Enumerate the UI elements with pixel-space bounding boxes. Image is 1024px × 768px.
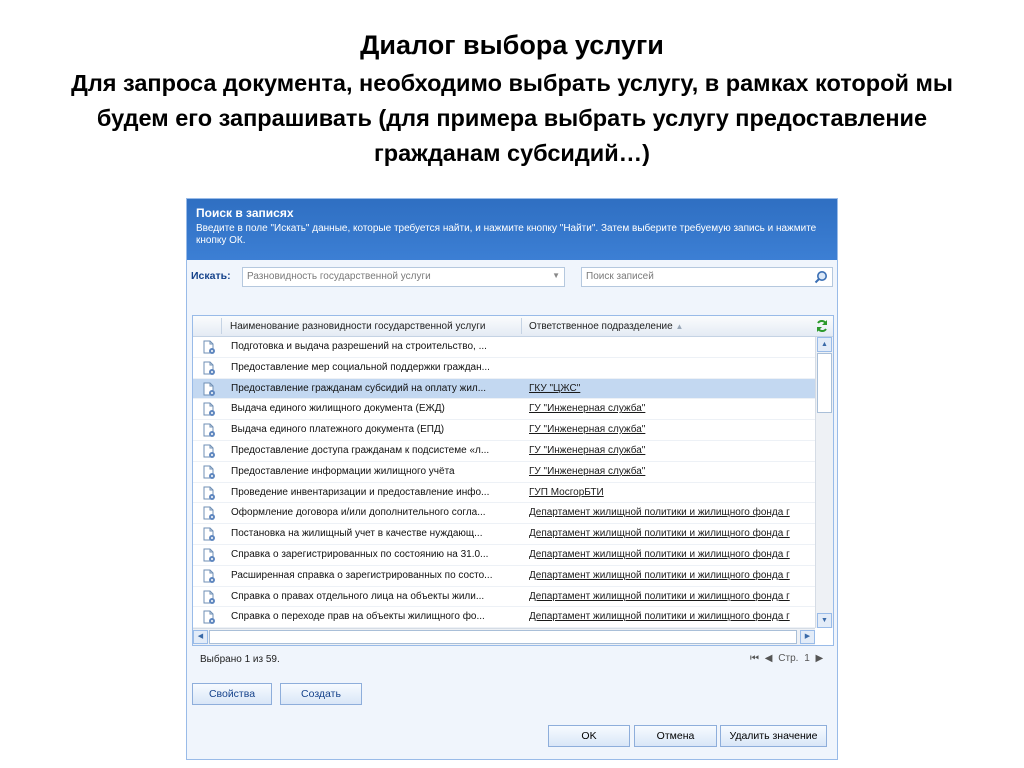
document-icon [202, 423, 216, 438]
service-name-cell: Выдача единого жилищного документа (ЕЖД) [231, 403, 445, 415]
department-link[interactable]: Департамент жилищной политики и жилищного фонда г [529, 590, 790, 602]
table-row[interactable] [193, 483, 815, 504]
scroll-left-icon[interactable]: ◀ [193, 630, 208, 644]
service-name-cell: Предоставление гражданам субсидий на оплату жил... [231, 382, 487, 394]
service-name-cell: Справка о зарегистрированных по состоянию на 31.0... [231, 548, 489, 560]
scroll-thumb[interactable] [817, 353, 832, 413]
page-label: Стр. [778, 653, 799, 664]
service-name-cell: Выдача единого платежного документа (ЕПД) [231, 424, 445, 436]
department-link[interactable]: Департамент жилищной политики и жилищного фонда г [529, 507, 790, 519]
scroll-right-icon[interactable]: ▶ [800, 630, 815, 644]
search-row [187, 267, 837, 289]
service-name-cell: Предоставление доступа гражданам к подсистеме «л... [231, 444, 490, 456]
column-divider [221, 318, 222, 334]
scroll-down-icon[interactable]: ▼ [817, 613, 832, 628]
service-name-cell: Проведение инвентаризации и предоставление инфо... [231, 486, 490, 498]
document-icon [202, 465, 216, 480]
document-icon [202, 590, 216, 605]
entity-select-value: Разновидность государственной услуги [247, 271, 431, 282]
column-header-dept[interactable] [529, 321, 683, 332]
first-page-icon[interactable]: ⏮ [750, 653, 759, 664]
document-icon [202, 569, 216, 584]
table-row[interactable] [193, 462, 815, 483]
table-row[interactable] [193, 441, 815, 462]
service-name-cell: Расширенная справка о зарегистрированных по состо... [231, 569, 493, 581]
chevron-down-icon[interactable]: ▼ [552, 271, 560, 280]
document-icon [202, 610, 216, 625]
dialog-description: Введите в поле "Искать" данные, которые требуется найти, и нажмите кнопку "Найти". Затем выберите требуемую запись и нажмите кнопку ОК. [196, 223, 817, 246]
service-name-cell: Предоставление мер социальной поддержки граждан... [231, 361, 490, 373]
document-icon [202, 486, 216, 501]
document-icon [202, 361, 216, 376]
records-grid [192, 315, 834, 646]
lookup-dialog [186, 198, 838, 760]
clear-value-button[interactable]: Удалить значение [720, 725, 827, 747]
table-row[interactable] [193, 420, 815, 441]
department-link[interactable]: ГУ "Инженерная служба" [529, 403, 646, 415]
table-row[interactable] [193, 524, 815, 545]
document-icon [202, 527, 216, 542]
selection-status: Выбрано 1 из 59. [200, 654, 280, 665]
service-name-cell: Оформление договора и/или дополнительного согла... [231, 507, 486, 519]
pager [747, 653, 823, 664]
grid-body [193, 337, 815, 628]
department-link[interactable]: ГУ "Инженерная служба" [529, 444, 646, 456]
entity-select[interactable] [242, 267, 565, 287]
create-button[interactable]: Создать [280, 683, 362, 705]
service-name-cell: Справка о переходе прав на объекты жилищного фо... [231, 611, 485, 623]
department-link[interactable]: ГУП МосгорБТИ [529, 486, 604, 498]
table-row[interactable] [193, 503, 815, 524]
slide-subtitle: Для запроса документа, необходимо выбрать услугу, в рамках которой мы будем его запрашивать (для примера выбрать услугу предоставление гражданам субсидий…) [71, 70, 953, 166]
grid-header [193, 316, 833, 337]
table-row[interactable] [193, 545, 815, 566]
properties-button[interactable]: Свойства [192, 683, 272, 705]
horizontal-scrollbar[interactable] [193, 628, 815, 645]
service-name-cell: Предоставление информации жилищного учёта [231, 465, 455, 477]
vertical-scrollbar[interactable] [815, 337, 833, 628]
department-link[interactable]: ГУ "Инженерная служба" [529, 424, 646, 436]
slide-title: Диалог выбора услуги [360, 30, 664, 60]
column-header-dept-label: Ответственное подразделение [529, 321, 673, 332]
search-icon[interactable] [813, 269, 829, 285]
department-link[interactable]: Департамент жилищной политики и жилищного фонда г [529, 548, 790, 560]
table-row[interactable] [193, 358, 815, 379]
service-name-cell: Справка о правах отдельного лица на объекты жили... [231, 590, 485, 602]
dialog-header [187, 199, 837, 260]
table-row[interactable] [193, 379, 815, 400]
column-header-name[interactable]: Наименование разновидности государственной услуги [230, 321, 486, 332]
cancel-button[interactable]: Отмена [634, 725, 717, 747]
sort-ascending-icon: ▲ [675, 322, 684, 331]
service-name-cell: Подготовка и выдача разрешений на строительство, ... [231, 341, 487, 352]
ok-button[interactable]: OK [548, 725, 630, 747]
document-icon [202, 382, 216, 397]
search-input[interactable] [581, 267, 833, 287]
table-row[interactable] [193, 399, 815, 420]
table-row[interactable] [193, 337, 815, 358]
next-page-icon[interactable]: ▶ [815, 653, 824, 664]
department-link[interactable]: Департамент жилищной политики и жилищного фонда г [529, 569, 790, 581]
prev-page-icon[interactable]: ◀ [764, 653, 773, 664]
document-icon [202, 548, 216, 563]
scroll-up-icon[interactable]: ▲ [817, 337, 832, 352]
page-number: 1 [804, 653, 810, 664]
document-icon [202, 506, 216, 521]
refresh-icon[interactable] [815, 319, 829, 333]
document-icon [202, 340, 216, 355]
dialog-title: Поиск в записях [196, 206, 294, 220]
document-icon [202, 402, 216, 417]
department-link[interactable]: ГУ "Инженерная служба" [529, 465, 646, 477]
search-label: Искать: [191, 270, 231, 282]
table-row[interactable] [193, 587, 815, 608]
department-link[interactable]: ГКУ "ЦЖС" [529, 382, 581, 394]
service-name-cell: Постановка на жилищный учет в качестве нуждающ... [231, 528, 483, 540]
table-row[interactable] [193, 607, 815, 628]
department-link[interactable]: Департамент жилищной политики и жилищного фонда г [529, 611, 790, 623]
document-icon [202, 444, 216, 459]
scroll-thumb-horizontal[interactable] [209, 630, 797, 644]
table-row[interactable] [193, 566, 815, 587]
search-placeholder: Поиск записей [586, 271, 654, 282]
department-link[interactable]: Департамент жилищной политики и жилищного фонда г [529, 528, 790, 540]
column-divider[interactable] [521, 318, 522, 334]
